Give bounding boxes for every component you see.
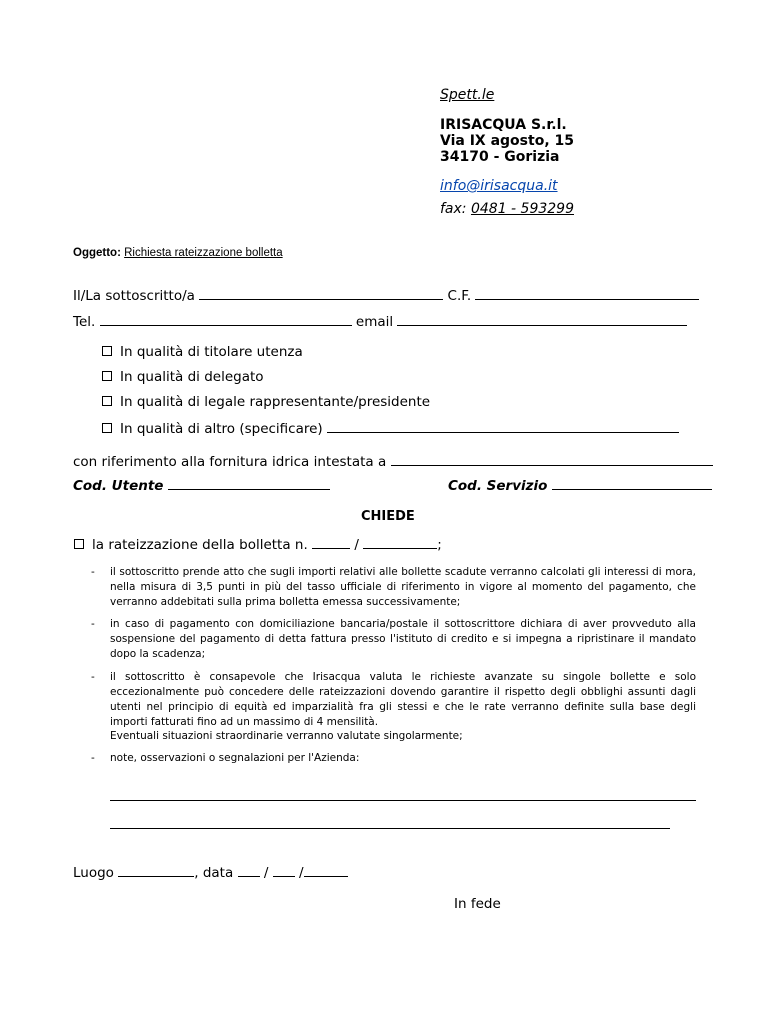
undersigned-field[interactable] (199, 286, 443, 300)
undersigned-row (73, 286, 699, 304)
supply-row (73, 452, 713, 470)
tel-label: Tel. (73, 314, 96, 330)
bill-end: ; (437, 537, 442, 553)
email-field[interactable] (397, 312, 687, 326)
request-row (74, 535, 442, 553)
email-label: email (355, 314, 394, 330)
fax-number: 0481 - 593299 (470, 201, 574, 217)
fax-label: fax: (440, 201, 467, 217)
recipient-company: IRISACQUA S.r.l. (440, 117, 567, 133)
checkbox-icon[interactable] (74, 539, 84, 549)
cf-label: C.F. (447, 288, 472, 304)
option-titolare[interactable] (102, 344, 303, 360)
request-label: la rateizzazione della bolletta n. (92, 537, 308, 553)
cod-utente-row (73, 476, 330, 494)
subject-line (73, 247, 283, 259)
recipient-street: Via IX agosto, 15 (440, 133, 574, 149)
recipient-email-link[interactable]: info@irisacqua.it (440, 178, 558, 194)
checkbox-icon[interactable] (102, 371, 112, 381)
option-delegato[interactable] (102, 369, 264, 385)
notes-line-1[interactable] (110, 788, 696, 801)
date-month-field[interactable] (273, 863, 295, 877)
cod-servizio-label: Cod. Servizio (448, 478, 548, 494)
date-label: , data (194, 865, 234, 881)
bill-number-field[interactable] (312, 535, 350, 549)
option-label: In qualità di delegato (120, 369, 264, 385)
place-label: Luogo (73, 865, 114, 881)
contact-row (73, 312, 687, 330)
subject-label: Oggetto: (73, 247, 121, 259)
date-day-field[interactable] (238, 863, 260, 877)
bill-separator: / (354, 537, 359, 553)
checkbox-icon[interactable] (102, 423, 112, 433)
undersigned-label: Il/La sottoscritto/a (73, 288, 195, 304)
date-sep-2: / (298, 865, 304, 881)
subject-text: Richiesta rateizzazione bolletta (124, 247, 283, 259)
dash-2: - (91, 618, 95, 630)
option-label: In qualità di titolare utenza (120, 344, 303, 360)
option-label: In qualità di altro (specificare) (120, 421, 323, 437)
supply-field[interactable] (391, 452, 713, 466)
tel-field[interactable] (100, 312, 352, 326)
condition-3-note: Eventuali situazioni straordinarie verranno valutate singolarmente; (110, 730, 463, 742)
condition-4: note, osservazioni o segnalazioni per l'Azienda: (110, 752, 360, 764)
recipient-fax (440, 201, 574, 217)
option-altro[interactable] (102, 419, 679, 437)
date-sep-1: / (263, 865, 269, 881)
recipient-salutation: Spett.le (440, 87, 495, 103)
supply-label: con riferimento alla fornitura idrica intestata a (73, 454, 387, 470)
recipient-city: 34170 - Gorizia (440, 149, 560, 165)
condition-1: il sottoscritto prende atto che sugli importi relativi alle bollette scadute verranno calcolati gli interessi di mora, nella misura di 3,5 punti in più del tasso ufficiale di riferimento in vigore al momento del pagamento, che verranno addebitati sulla prima bolletta emessa successivamente; (110, 566, 696, 608)
cod-servizio-row (448, 476, 712, 494)
cod-utente-label: Cod. Utente (73, 478, 164, 494)
option-legale[interactable] (102, 394, 430, 410)
condition-3: il sottoscritto è consapevole che Irisacqua valuta le richieste avanzate su singole bollette e solo eccezionalmente può concedere delle rateizzazioni dovendo garantire il rispetto degli obblighi assunti dagli utenti nel principio di equità ed imparzialità fra gli stessi e che le rate verranno definite sulla base degli importi fatturati fino ad un massimo di 4 mensilità. (110, 671, 696, 728)
request-heading: CHIEDE (361, 509, 415, 524)
bill-year-field[interactable] (363, 535, 437, 549)
notes-line-2[interactable] (110, 816, 670, 829)
checkbox-icon[interactable] (102, 346, 112, 356)
condition-2: in caso di pagamento con domiciliazione bancaria/postale il sottoscrittore dichiara di aver provveduto alla sospensione del pagamento di detta fattura presso l'istituto di credito e si impegna a ripristinare il mandato dopo la scadenza; (110, 618, 696, 660)
altro-field[interactable] (327, 419, 679, 433)
dash-1: - (91, 566, 95, 578)
place-field[interactable] (118, 863, 194, 877)
date-year-field[interactable] (304, 863, 348, 877)
dash-3: - (91, 671, 95, 683)
option-label: In qualità di legale rappresentante/presidente (120, 394, 431, 410)
cod-servizio-field[interactable] (552, 476, 712, 490)
cod-utente-field[interactable] (168, 476, 330, 490)
dash-4: - (91, 752, 95, 764)
checkbox-icon[interactable] (102, 396, 112, 406)
signature-label: In fede (454, 896, 501, 912)
cf-field[interactable] (475, 286, 699, 300)
place-date-row (73, 863, 348, 881)
